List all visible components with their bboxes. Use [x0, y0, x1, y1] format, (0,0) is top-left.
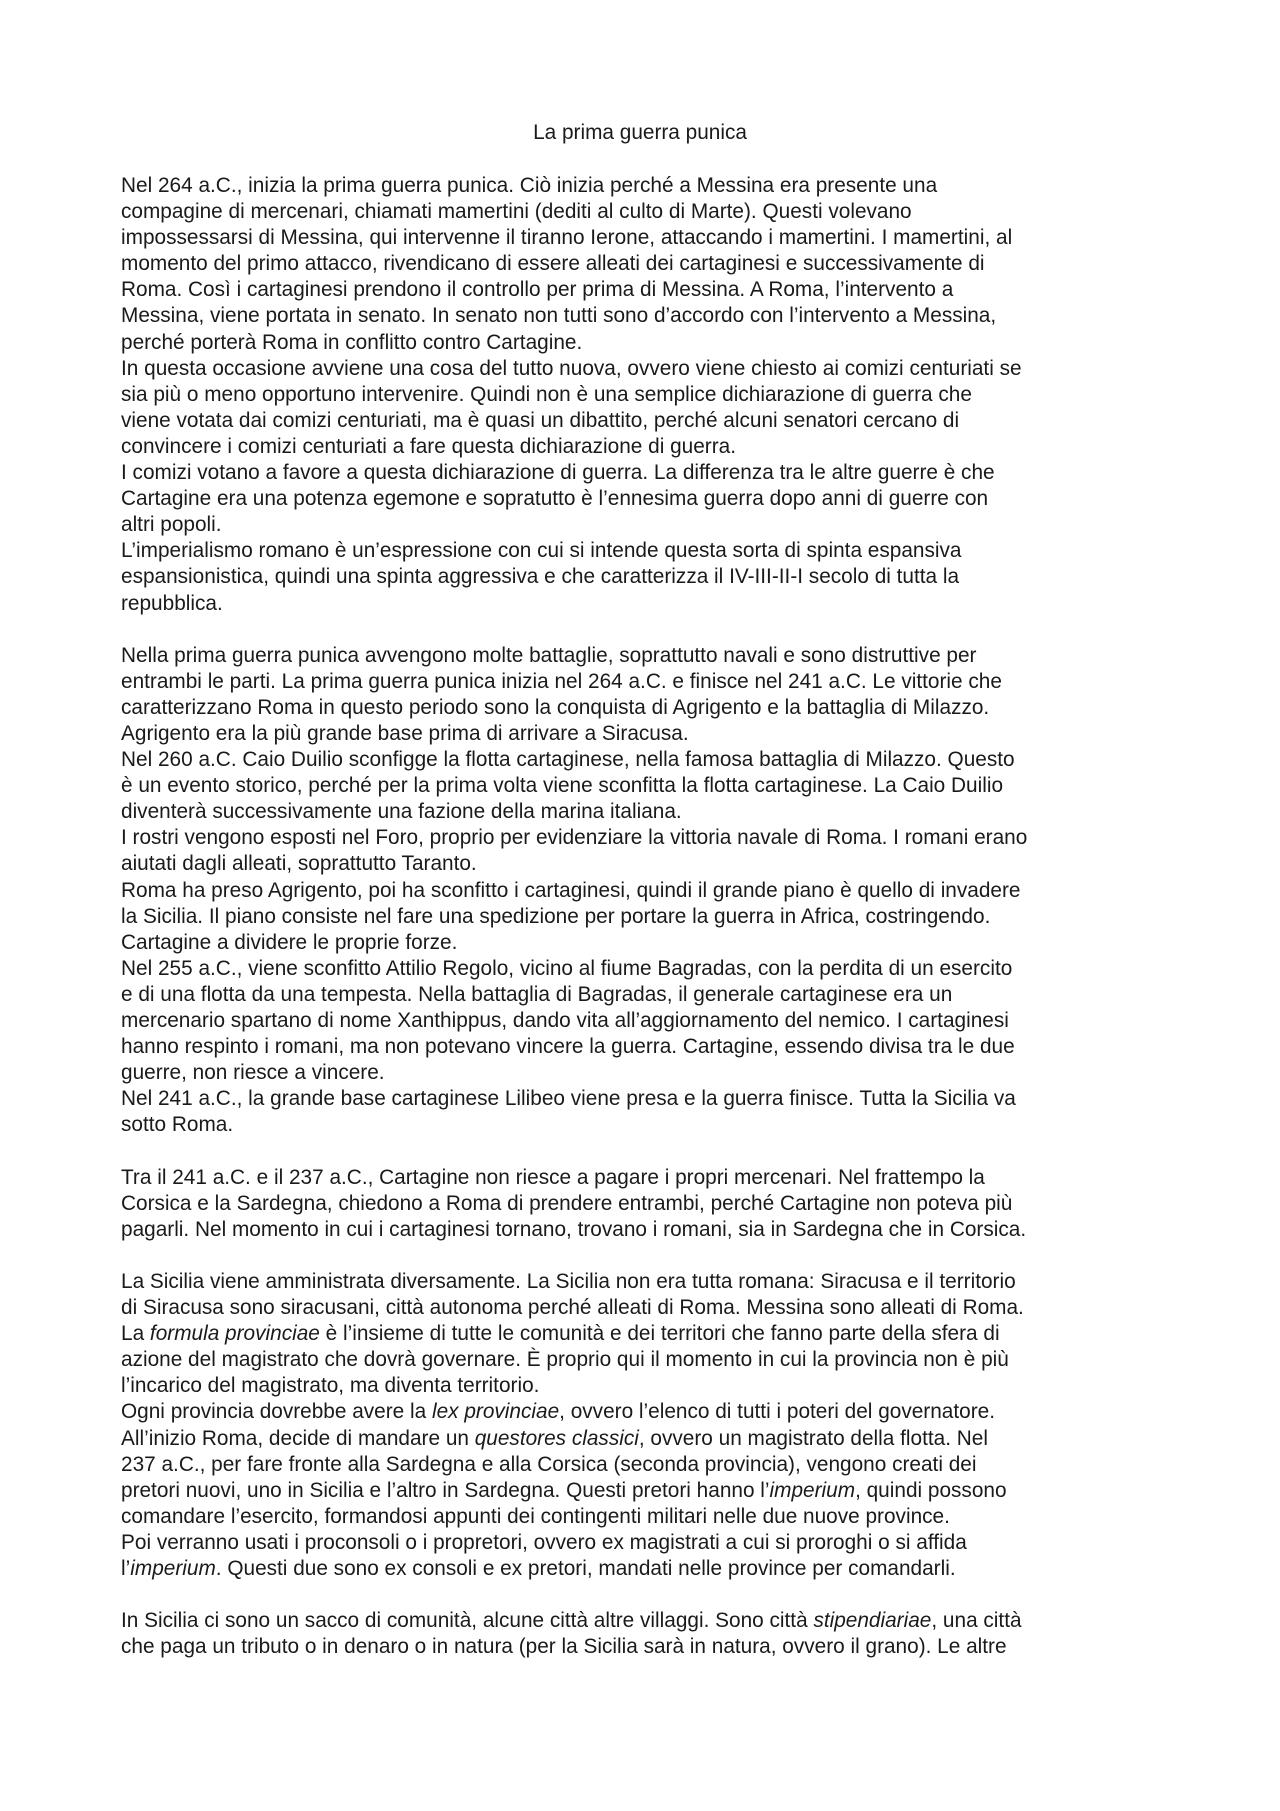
text-run: . Questi due sono ex consoli e ex pretori, mandati nelle province per comandarli. — [215, 1556, 956, 1580]
text-line — [121, 564, 1171, 590]
text-line — [121, 303, 1171, 329]
text-line — [121, 460, 1171, 486]
text-line — [121, 486, 1171, 512]
text-run: di Siracusa sono siracusani, città autonoma perché alleati di Roma. Messina sono alleati di Roma. — [121, 1296, 1024, 1320]
italic-term: lex provinciae — [431, 1400, 560, 1424]
text-run: 237 a.C., per fare fronte alla Sardegna e alla Corsica (seconda provincia), vengono creati dei — [121, 1452, 977, 1476]
text-line — [121, 1060, 1171, 1086]
text-line — [121, 1347, 1171, 1373]
text-run: altri popoli. — [121, 513, 222, 537]
text-run: , ovvero un magistrato della flotta. Nel — [638, 1426, 988, 1450]
italic-term: questores classici — [474, 1426, 639, 1450]
text-line — [121, 773, 1171, 799]
text-line — [121, 277, 1171, 303]
paragraph-gap — [121, 1138, 1171, 1164]
text-run: Nel 260 a.C. Caio Duilio sconfigge la flotta cartaginese, nella famosa battaglia di Milazzo. Questo — [121, 748, 1015, 772]
text-line — [121, 1191, 1171, 1217]
text-line — [121, 173, 1171, 199]
text-run: espansionistica, quindi una spinta aggressiva e che caratterizza il IV-III-II-I secolo di tutta la — [121, 565, 960, 589]
text-line — [121, 930, 1171, 956]
text-line — [121, 1373, 1171, 1399]
text-run: azione del magistrato che dovrà governare. È proprio qui il momento in cui la provincia non è più — [121, 1348, 1009, 1372]
text-run: repubblica. — [121, 591, 223, 615]
text-run: Ogni provincia dovrebbe avere la — [121, 1400, 432, 1424]
text-line — [121, 251, 1171, 277]
text-line — [121, 695, 1171, 721]
text-run: che paga un tributo o in denaro o in natura (per la Sicilia sarà in natura, ovvero il grano). Le altre — [121, 1635, 1007, 1659]
text-line — [121, 1530, 1171, 1556]
text-line — [121, 591, 1171, 617]
page-title: La prima guerra punica — [533, 121, 747, 144]
text-run: sia più o meno opportuno intervenire. Quindi non è una semplice dichiarazione di guerra che — [121, 382, 972, 406]
text-run: guerre, non riesce a vincere. — [121, 1061, 385, 1085]
text-run: Agrigento era la più grande base prima di arrivare a Siracusa. — [121, 721, 689, 745]
text-line — [121, 1634, 1171, 1660]
text-run: pretori nuovi, uno in Sicilia e l’altro in Sardegna. Questi pretori hanno l’ — [121, 1478, 770, 1502]
text-line — [121, 643, 1171, 669]
text-line — [121, 851, 1171, 877]
text-line — [121, 1008, 1171, 1034]
text-run: comandare l’esercito, formandosi appunti dei contingenti militari nelle due nuove province. — [121, 1504, 950, 1528]
text-run: I comizi votano a favore a questa dichiarazione di guerra. La differenza tra le altre guerre è che — [121, 461, 995, 485]
text-line — [121, 1608, 1171, 1634]
text-run: è un evento storico, perché per la prima volta viene sconfitta la flotta cartaginese. La Caio Duilio — [121, 774, 1004, 798]
text-run: hanno respinto i romani, ma non potevano vincere la guerra. Cartagine, essendo divisa tra le due — [121, 1035, 1015, 1059]
text-line — [121, 1034, 1171, 1060]
text-line — [121, 225, 1171, 251]
text-run: In questa occasione avviene una cosa del tutto nuova, ovvero viene chiesto ai comizi centuriati se — [121, 356, 1022, 380]
text-run: Corsica e la Sardegna, chiedono a Roma di prendere entrambi, perché Cartagine non poteva più — [121, 1191, 1013, 1215]
paragraph-gap — [121, 1243, 1171, 1269]
italic-term: imperium — [769, 1478, 856, 1502]
text-line — [121, 1426, 1171, 1452]
text-line — [121, 1399, 1171, 1425]
text-line — [121, 330, 1171, 356]
text-line — [121, 1504, 1171, 1530]
text-line — [121, 669, 1171, 695]
text-run: sotto Roma. — [121, 1113, 234, 1137]
text-line — [121, 1165, 1171, 1191]
text-run: momento del primo attacco, rivendicano di essere alleati dei cartaginesi e successivamente di — [121, 252, 985, 276]
text-run: Nella prima guerra punica avvengono molte battaglie, soprattutto navali e sono distruttive per — [121, 643, 977, 667]
text-run: compagine di mercenari, chiamati mamertini (dediti al culto di Marte). Questi volevano — [121, 200, 912, 224]
text-run: All’inizio Roma, decide di mandare un — [121, 1426, 475, 1450]
text-run: l’incarico del magistrato, ma diventa territorio. — [121, 1374, 540, 1398]
text-line — [121, 434, 1171, 460]
italic-term: stipendiariae — [813, 1609, 932, 1633]
text-run: convincere i comizi centuriati a fare questa dichiarazione di guerra. — [121, 434, 736, 458]
text-line — [121, 956, 1171, 982]
text-run: pagarli. Nel momento in cui i cartaginesi tornano, trovano i romani, sia in Sardegna che in Corsica. — [121, 1217, 1027, 1241]
text-line — [121, 721, 1171, 747]
text-run: Roma. Così i cartaginesi prendono il controllo per prima di Messina. A Roma, l’intervento a — [121, 278, 954, 302]
document-body — [121, 173, 1171, 1660]
text-run: Cartagine era una potenza egemone e sopratutto è l’ennesima guerra dopo anni di guerre con — [121, 487, 989, 511]
paragraph-gap — [121, 1582, 1171, 1608]
text-run: Nel 255 a.C., viene sconfitto Attilio Regolo, vicino al fiume Bagradas, con la perdita di un esercito — [121, 956, 1013, 980]
text-run: Messina, viene portata in senato. In senato non tutti sono d’accordo con l’intervento a Messina, — [121, 304, 997, 328]
text-run: è l’insieme di tutte le comunità e dei territori che fanno parte della sfera di — [319, 1322, 1000, 1346]
text-run: e di una flotta da una tempesta. Nella battaglia di Bagradas, il generale cartaginese era un — [121, 982, 953, 1006]
text-line — [121, 1478, 1171, 1504]
text-line — [121, 1269, 1171, 1295]
text-run: entrambi le parti. La prima guerra punica inizia nel 264 a.C. e finisce nel 241 a.C. Le vittorie che — [121, 669, 1002, 693]
text-run: la Sicilia. Il piano consiste nel fare una spedizione per portare la guerra in Africa, costringendo. — [121, 904, 991, 928]
text-line — [121, 1452, 1171, 1478]
text-line — [121, 1086, 1171, 1112]
text-line — [121, 982, 1171, 1008]
text-run: perché porterà Roma in conflitto contro Cartagine. — [121, 330, 583, 354]
text-run: I rostri vengono esposti nel Foro, proprio per evidenziare la vittoria navale di Roma. I romani erano — [121, 826, 1028, 850]
text-line — [121, 904, 1171, 930]
text-run: La — [121, 1322, 150, 1346]
text-line — [121, 1321, 1171, 1347]
text-line — [121, 356, 1171, 382]
text-run: , quindi possono — [855, 1478, 1007, 1502]
text-run: aiutati dagli alleati, soprattutto Taranto. — [121, 852, 477, 876]
text-run: La Sicilia viene amministrata diversamente. La Sicilia non era tutta romana: Siracusa e il territorio — [121, 1269, 1016, 1293]
text-line — [121, 747, 1171, 773]
text-run: mercenario spartano di nome Xanthippus, dando vita all’aggiornamento del nemico. I cartaginesi — [121, 1009, 1009, 1032]
italic-term: imperium — [130, 1556, 216, 1580]
paragraph-gap — [121, 617, 1171, 643]
text-run: L’imperialismo romano è un’espressione con cui si intende questa sorta di spinta espansiva — [121, 539, 962, 563]
text-line — [121, 799, 1171, 825]
text-run: In Sicilia ci sono un sacco di comunità, alcune città altre villaggi. Sono città — [121, 1609, 814, 1633]
text-line — [121, 199, 1171, 225]
text-run: viene votata dai comizi centuriati, ma è quasi un dibattito, perché alcuni senatori cercano di — [121, 408, 960, 432]
text-line — [121, 1112, 1171, 1138]
italic-term: formula provinciae — [149, 1322, 320, 1346]
text-line — [121, 1217, 1171, 1243]
text-run: Roma ha preso Agrigento, poi ha sconfitto i cartaginesi, quindi il grande piano è quello di invadere — [121, 878, 1021, 902]
text-line — [121, 1295, 1171, 1321]
text-line — [121, 538, 1171, 564]
text-line — [121, 382, 1171, 408]
text-line — [121, 512, 1171, 538]
text-run: Poi verranno usati i proconsoli o i propretori, ovvero ex magistrati a cui si proroghi o si affida — [121, 1530, 967, 1554]
text-run: diventerà successivamente una fazione della marina italiana. — [121, 800, 682, 824]
text-run: l’ — [121, 1556, 131, 1580]
text-run: Tra il 241 a.C. e il 237 a.C., Cartagine non riesce a pagare i propri mercenari. Nel frattempo la — [121, 1165, 985, 1189]
text-run: Cartagine a dividere le proprie forze. — [121, 930, 458, 954]
text-run: caratterizzano Roma in questo periodo sono la conquista di Agrigento e la battaglia di Milazzo. — [121, 695, 990, 719]
text-line — [121, 408, 1171, 434]
text-line — [121, 878, 1171, 904]
text-line — [121, 1556, 1171, 1582]
text-run: Nel 264 a.C., inizia la prima guerra punica. Ciò inizia perché a Messina era presente una — [121, 174, 938, 197]
text-run: , ovvero l’elenco di tutti i poteri del governatore. — [559, 1400, 995, 1424]
text-run: impossessarsi di Messina, qui intervenne il tiranno Ierone, attaccando i mamertini. I mamertini, al — [121, 226, 1013, 250]
text-run: Nel 241 a.C., la grande base cartaginese Lilibeo viene presa e la guerra finisce. Tutta la Sicilia va — [121, 1087, 1016, 1111]
text-run: , una città — [931, 1609, 1022, 1633]
text-line — [121, 825, 1171, 851]
